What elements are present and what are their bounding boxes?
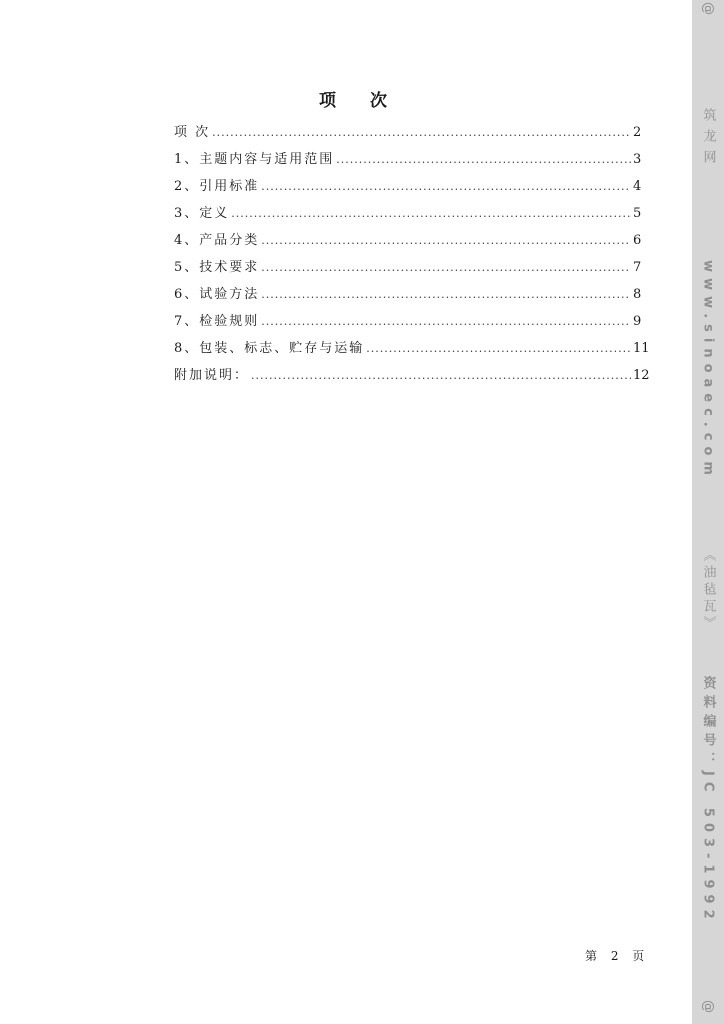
toc-entry-page: 5	[633, 206, 642, 221]
toc-entry-label: 附加说明：	[174, 368, 250, 383]
toc-entry-page: 11	[633, 341, 650, 356]
toc-entry-page: 4	[633, 179, 642, 194]
toc-leader-dots	[366, 337, 631, 361]
toc-entry-label: 1、主题内容与适用范围	[174, 152, 335, 167]
sidebar-document-number: 资料编号：JC 503-1992	[700, 676, 716, 925]
watermark-sidebar	[692, 0, 724, 1024]
toc-entry	[174, 256, 641, 283]
toc-entry-label: 6、试验方法	[174, 287, 260, 302]
toc-leader-dots	[261, 283, 631, 307]
sidebar-at-symbol-top: @	[700, 2, 716, 15]
toc-entry	[174, 175, 641, 202]
toc-entry	[174, 364, 650, 391]
toc-entry-label: 4、产品分类	[174, 233, 260, 248]
sidebar-url: www.sinoaec.com	[700, 260, 716, 481]
toc-entry-page: 12	[633, 368, 650, 383]
toc-leader-dots	[261, 175, 631, 199]
toc-entry-page: 6	[633, 233, 642, 248]
toc-leader-dots	[261, 229, 631, 253]
toc-entry-label: 3、定义	[174, 206, 230, 221]
toc-leader-dots	[261, 310, 631, 334]
toc-entry	[174, 121, 641, 148]
toc-leader-dots	[251, 364, 631, 388]
toc-entry-label: 项 次	[174, 125, 211, 140]
toc-leader-dots	[336, 148, 631, 172]
toc-leader-dots	[231, 202, 631, 226]
toc-entry	[174, 283, 641, 310]
toc-entry	[174, 337, 650, 364]
toc-entry-page: 7	[633, 260, 642, 275]
page-number: 第 2 页	[585, 949, 650, 963]
toc-entry-label: 5、技术要求	[174, 260, 260, 275]
toc-entry	[174, 229, 641, 256]
toc-entry-page: 2	[633, 125, 642, 140]
toc-entry-label: 7、检验规则	[174, 314, 260, 329]
sidebar-site-name: 筑龙网	[700, 108, 716, 171]
toc-entry-label: 8、包装、标志、贮存与运输	[174, 341, 365, 356]
sidebar-at-symbol-bottom: @	[700, 1000, 716, 1013]
sidebar-product-name: 《油毡瓦》	[700, 548, 716, 633]
toc-entry	[174, 202, 641, 229]
toc-leader-dots	[212, 121, 631, 145]
toc-entry	[174, 148, 641, 175]
toc-entry-page: 8	[633, 287, 642, 302]
toc-title: 项 次	[319, 91, 401, 111]
toc-entry-page: 9	[633, 314, 642, 329]
toc-entry	[174, 310, 641, 337]
table-of-contents	[174, 121, 650, 391]
toc-leader-dots	[261, 256, 631, 280]
toc-entry-page: 3	[633, 152, 642, 167]
toc-entry-label: 2、引用标准	[174, 179, 260, 194]
